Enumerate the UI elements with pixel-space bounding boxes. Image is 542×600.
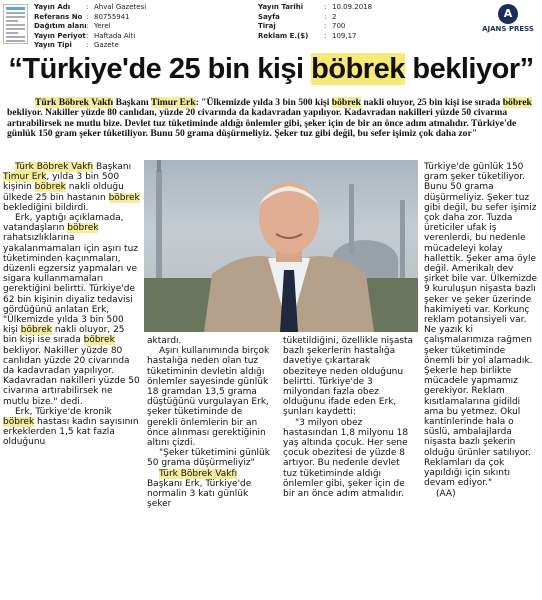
- highlighted-term: Timur Erk: [3, 172, 47, 183]
- article-column-3: [283, 336, 416, 499]
- article-column-2: [147, 336, 275, 509]
- headline-pre: “Türkiye'de 25 bin kişi: [8, 53, 312, 85]
- highlighted-term: Timur Erk: [150, 97, 196, 108]
- meta-value: 10.09.2018: [332, 3, 373, 11]
- meta-row: [34, 3, 146, 13]
- text-run: nakli oluyor, 25 bin kişi ise sırada: [360, 97, 503, 108]
- meta-value: Ahval Gazetesi: [94, 3, 147, 11]
- lead-text: [7, 98, 535, 140]
- article-photo: [144, 160, 418, 332]
- meta-colon: :: [86, 12, 89, 21]
- logo-text: AJANS PRESS: [482, 25, 534, 33]
- paragraph: [147, 346, 275, 448]
- meta-value: Yerel: [94, 22, 111, 31]
- highlighted-term: böbrek: [83, 335, 115, 346]
- text-run: Başkanı Erk, Türkiye'de normalin 3 katı günlük şeker: [147, 478, 252, 510]
- meta-colon: :: [324, 3, 327, 11]
- text-run: rahatsızlıklarına yakalanmamaları için aşırı tuz tüketiminden kaçınmaları, düzenli egzersiz yapmaları ve sigara kullanmamaları gerektiğini belirtti. Türkiye'de 62 bin kişinin diyaliz tedavisi gördüğünü anlatan Erk, "Ülkemizde yılda 3 bin 500 kişi: [3, 233, 139, 336]
- meta-label: Yayın Tarihi: [258, 3, 304, 11]
- text-run: hastası kadın sayısının erkeklerden 1,5 kat fazla olduğunu: [3, 417, 139, 448]
- meta-row: [34, 41, 146, 51]
- lead-paragraph: [7, 98, 535, 140]
- highlighted-term: Türk Böbrek Vakfı: [159, 468, 238, 479]
- highlighted-term: Türk Böbrek Vakfı: [15, 162, 94, 172]
- meta-colon: :: [86, 41, 89, 50]
- meta-right: [258, 3, 372, 41]
- highlighted-term: böbrek: [331, 97, 361, 108]
- meta-row: [34, 22, 146, 32]
- person-portrait: [204, 178, 374, 332]
- text-run: "3 milyon obez hastasından 1,8 milyonu 18 yaş altında çocuk. Her sene çocuk obezitesi de yüzde 8 artıyor. Bu nedenle devlet tuz tüketiminde aldığı önlemler gibi, şeker için de bir an önce adım atmalıdır.: [283, 417, 409, 500]
- meta-label: Dağıtım alanı: [34, 22, 87, 31]
- meta-label: Tiraj: [258, 22, 276, 31]
- text-run: Türkiye'de günlük 150 gram şeker tüketiliyor. Bunu 50 grama düşürmeliyiz. Şeker tuz gibi değil, bu sefer işimiz çok daha zor. Tuzda üreticiler ufak iş verenlerdi, bu nedenle mücadeleyi kolay hallettik. Şeker ama öyle değil. Amerikalı dev şirket bile var. Ülkemizde 9 kuruluşun nişasta bazlı şeker ve şeker üzerinde hakimiyeti var. Korkunç reklam potansiyeli var. Ne yazık ki çalışmalarımıza rağmen şeker tüketiminde önemli bir yol alamadık. Şekerle hep birlikte mücadele yapmamız gerekiyor. Reklam kısıtlamalarına gidildi ama bu yetmez. Okul kantinlerinde hala o süslü, ambalajlarda nişasta bazlı şekerin olduğu ürünler satılıyor. Reklamları da çok yapıldığı için sıkıntı devam ediyor.": [424, 162, 538, 489]
- text-run: , yılda 3 bin 500 kişinin: [3, 172, 120, 193]
- paragraph: [3, 162, 140, 213]
- meta-colon: :: [324, 12, 327, 21]
- text-run: Erk, yaptığı açıklamada, vatandaşların: [3, 213, 124, 234]
- meta-row: [258, 3, 372, 13]
- text-run: bekliyor. Nakiller yüzde 80 canlıdan yüzde 20 civarında da kadavradan yapılıyor. Kadavradan nakilleri yüzde 50 civarına artırabilirsek ne mutlu bize." dedi.: [3, 345, 140, 407]
- highlighted-term: böbrek: [20, 325, 52, 336]
- text-run: Başkanı: [93, 162, 132, 172]
- text-run: : "Ülkemizde yılda 3 bin 500 kişi: [195, 97, 332, 108]
- meta-label: Yayın Tipi: [34, 41, 72, 50]
- page-thumbnail: [3, 4, 28, 44]
- text-run: "Şeker tüketimini günlük 50 grama düşürmeliyiz": [147, 448, 270, 469]
- text-run: Aşırı kullanımında birçok hastalığa neden olan tuz tüketiminin devletin aldığı önlemler sayesinde günlük 18 gramdan 13,5 grama düştüğünü vurgulayan Erk, şeker tüketiminde de gerekli önlemlerin bir an önce alınması gerektiğinin altını çizdi.: [147, 346, 270, 449]
- paragraph: [283, 336, 416, 418]
- text-run: bekliyor. Nakiller yüzde 80 canlıdan, yüzde 20 civarında da kadavradan yapılıyor. Kadavradan nakilleri yüzde 50 civarına artırabilirsek ne mutlu bize. Devlet tuz tüketiminde aldığı önlemler gibi, şeker için de bir an önce adım atmalıdır. Türkiye'de günlük 150 gram şeker tüketiliyor. Bunu 50 grama düşürmeliyiz. Şeker tuz gibi değil, bu sefer işimiz çok daha zor": [7, 107, 517, 140]
- text-run: beklediğini bildirdi.: [3, 202, 89, 213]
- paragraph: [283, 418, 416, 500]
- meta-label: Yayın Periyot: [34, 31, 86, 40]
- paragraph: [424, 489, 538, 499]
- meta-label: Referans No: [34, 12, 83, 21]
- meta-value: 700: [332, 22, 346, 31]
- highlighted-term: Türk Böbrek Vakfı: [35, 97, 114, 108]
- meta-label: Yayın Adı: [34, 3, 71, 11]
- text-run: aktardı.: [147, 336, 182, 346]
- meta-row: [258, 32, 372, 42]
- logo-icon: A: [498, 4, 518, 24]
- article-column-1: [3, 162, 140, 448]
- meta-colon: :: [324, 31, 327, 40]
- meta-row: [34, 13, 146, 23]
- meta-label: Reklam E.($): [258, 31, 309, 40]
- meta-value: 2: [332, 12, 337, 21]
- meta-left: [34, 3, 146, 51]
- highlighted-term: böbrek: [3, 417, 35, 428]
- meta-row: [258, 22, 372, 32]
- highlighted-term: böbrek: [108, 192, 140, 203]
- meta-value: Haftada Altı: [94, 31, 136, 40]
- paragraph: [147, 469, 275, 510]
- highlighted-term: böbrek: [502, 97, 532, 108]
- text-run: (AA): [436, 488, 456, 499]
- meta-colon: :: [86, 3, 89, 11]
- paragraph: [147, 448, 275, 468]
- paragraph: [3, 213, 140, 407]
- paragraph: [147, 336, 275, 346]
- ajans-press-logo: [478, 4, 538, 33]
- highlighted-term: böbrek: [34, 182, 66, 193]
- meta-value: 80755941: [94, 12, 130, 21]
- text-run: Başkanı: [113, 97, 151, 108]
- headline: [0, 53, 542, 86]
- paragraph: [424, 162, 538, 489]
- meta-value: Gazete: [94, 41, 119, 50]
- meta-value: 109,17: [332, 31, 357, 40]
- headline-post: bekliyor”: [404, 53, 534, 85]
- highlighted-term: böbrek: [67, 223, 99, 234]
- headline-highlight: böbrek: [311, 53, 405, 85]
- text-run: Erk, Türkiye'de kronik: [15, 406, 112, 417]
- article-column-4: [424, 162, 538, 499]
- meta-row: [34, 32, 146, 42]
- meta-colon: :: [324, 22, 327, 31]
- meta-colon: :: [86, 22, 89, 31]
- meta-colon: :: [86, 31, 89, 40]
- meta-row: [258, 13, 372, 23]
- text-run: tüketildiğini, özellikle nişasta bazlı şekerlerin hastalığa davetiye çıkartarak obeziteye neden olduğunu belirtti. Türkiye'de 3 milyondan fazla obez olduğunu ifade eden Erk, şunları kaydetti:: [283, 336, 414, 418]
- paragraph: [3, 407, 140, 448]
- text-run: nakli olduğu ülkede 25 bin hastanın: [3, 182, 124, 203]
- meta-label: Sayfa: [258, 12, 280, 21]
- text-run: nakli oluyor, 25 bin kişi ise sırada: [3, 325, 125, 346]
